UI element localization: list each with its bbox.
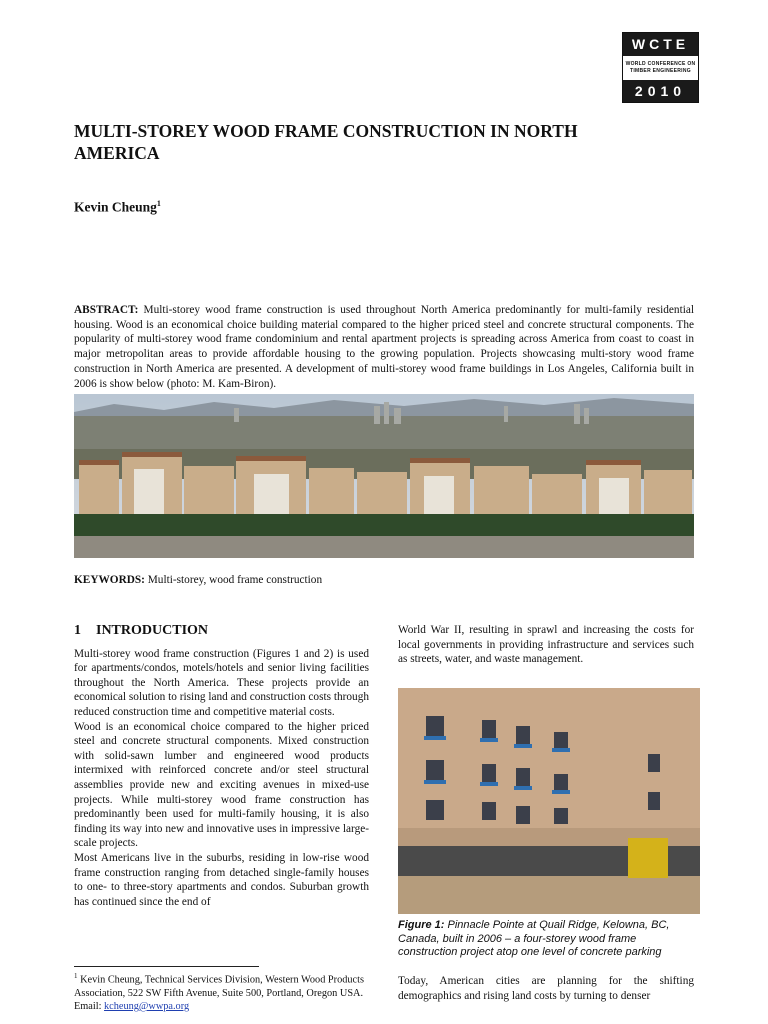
- logo-year-text: 2010: [623, 80, 698, 102]
- author-footnote-marker: 1: [156, 199, 161, 208]
- intro-paragraph-1: Multi-storey wood frame construction (Figures 1 and 2) is used for apartments/condos, motels/hotels and senior living facilities throughout the North America. These projects provide an economical solution to rising land and construction costs through reduced construction time and competitive material costs.: [74, 647, 369, 718]
- section-heading: [74, 624, 369, 639]
- right-column-paragraph: World War II, resulting in sprawl and increasing the costs for local governments in providing infrastructure and services such as streets, water, and waste management.: [398, 624, 694, 666]
- keywords-label: KEYWORDS:: [74, 574, 145, 586]
- paper-title: MULTI-STOREY WOOD FRAME CONSTRUCTION IN NORTH AMERICA: [74, 121, 578, 163]
- keywords: [74, 574, 322, 586]
- footnote-email-link[interactable]: kcheung@wwpa.org: [104, 1000, 190, 1012]
- figure-1-caption-text: Pinnacle Pointe at Quail Ridge, Kelowna, BC, Canada, built in 2006 – a four-storey wood frame construction project atop one level of concrete parking: [398, 919, 670, 958]
- figure-1-photo: [398, 688, 700, 914]
- right-column-paragraph-2: Today, American cities are planning for the shifting demographics and rising land costs by turning to denser: [398, 975, 694, 1002]
- logo-top-text: WCTE: [623, 33, 698, 56]
- keywords-text: Multi-storey, wood frame construction: [147, 574, 323, 586]
- intro-paragraph-2: Wood is an economical choice compared to the higher priced steel and concrete structural components. Mixed construction with solid-sawn lumber and engineered wood products intermixed with reinforced concrete and/or steel structural assemblies provide new and exciting avenues in mixed-use projects. While multi-storey wood frame construction has predominantly been used for multi-family housing, it is also finding its way into new and innovative uses in impressive large-scale projects.: [74, 720, 369, 850]
- abstract-label: ABSTRACT:: [74, 304, 139, 316]
- footnote-divider: [74, 966, 259, 967]
- footnote-marker: 1: [74, 972, 78, 980]
- section-number: 1: [74, 623, 81, 638]
- footnote-text: Kevin Cheung, Technical Services Division, Western Wood Products Association, 522 SW Fifth Avenue, Suite 500, Portland, Oregon USA. Email:: [74, 974, 364, 1012]
- author-name: Kevin Cheung: [74, 199, 157, 215]
- figure-1-label: Figure 1:: [398, 919, 445, 931]
- left-column: [74, 624, 369, 909]
- section-title: INTRODUCTION: [96, 623, 209, 638]
- abstract: [74, 303, 694, 391]
- wcte-logo: [622, 32, 699, 103]
- intro-paragraph-3: Most Americans live in the suburbs, residing in low-rise wood frame construction ranging from detached single-family houses to one- to three-story apartments and condos. Suburban growth has continued since the end of: [74, 851, 369, 908]
- abstract-text: Multi-storey wood frame construction is used throughout North America predominantly for multi-family residential housing. Wood is an economical choice building material compared to the higher priced steel and concrete structural components. The popularity of multi-storey wood frame condominium and rental apartment projects is spreading across America from coast to coast in major metropolitan areas to provide affordable housing to the growing population. Projects showcasing multi-story wood frame construction in North America are presented. A development of multi-storey wood frame buildings in Los Angeles, California built in 2006 is show below (photo: M. Kam-Biron).: [74, 304, 694, 390]
- logo-middle-text: WORLD CONFERENCE ON TIMBER ENGINEERING: [625, 61, 696, 74]
- footnote: [74, 970, 374, 1013]
- los-angeles-development-photo: [74, 394, 694, 558]
- author: [74, 199, 161, 216]
- figure-1-caption: [398, 919, 698, 960]
